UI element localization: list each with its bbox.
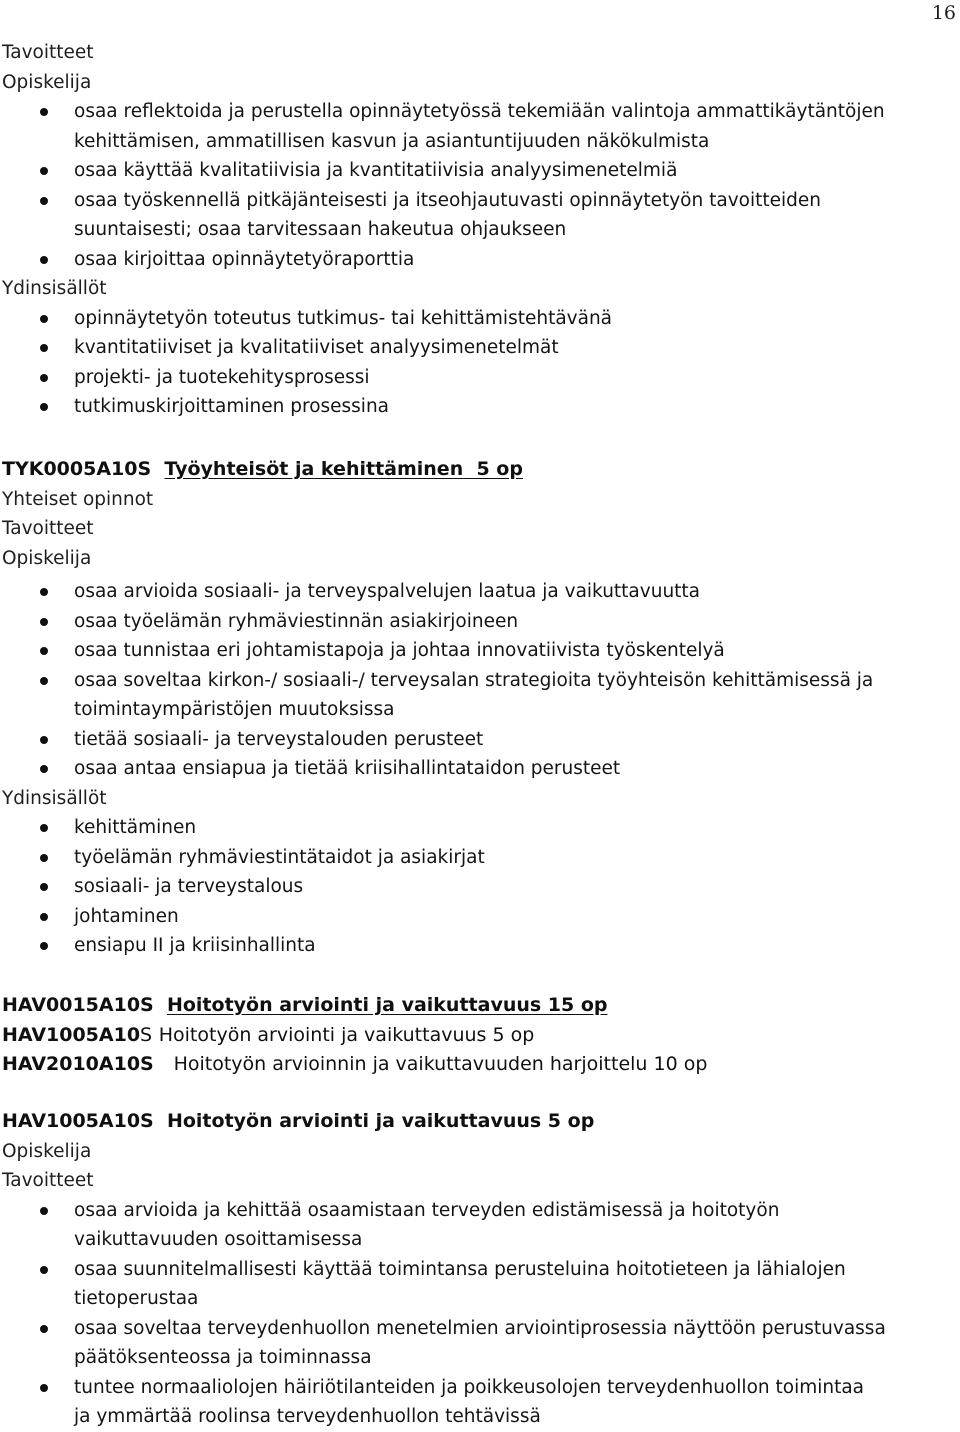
course-code: HAV2010A10S xyxy=(2,1053,154,1075)
course-name: Hoitotyön arviointi ja vaikuttavuus 15 op xyxy=(166,994,608,1016)
bullet-icon xyxy=(40,618,48,626)
list-item: osaa arvioida sosiaali- ja terveyspalvelujen laatua ja vaikuttavuutta xyxy=(2,577,952,607)
goals-list xyxy=(2,97,952,274)
course-name: Hoitotyön arviointi ja vaikuttavuus 5 op xyxy=(166,1110,595,1132)
course-name: Työyhteisöt ja kehittäminen xyxy=(164,458,464,480)
goals-list xyxy=(2,577,952,784)
list-item: osaa työelämän ryhmäviestinnän asiakirjoineen xyxy=(2,607,952,637)
course-code-suffix: S xyxy=(140,1023,153,1046)
list-item: osaa reflektoida ja perustella opinnäytetyössä tekemiään valintoja ammattikäytäntöjen kehittämisen, ammatillisen kasvun ja asiantuntijuuden näkökulmista xyxy=(2,97,952,156)
section-hav-overview xyxy=(2,991,952,1080)
list-item: osaa työskennellä pitkäjänteisesti ja itseohjautuvasti opinnäytetyön tavoitteiden suuntaisesti; osaa tarvitessaan hakeutua ohjaukseen xyxy=(2,186,952,245)
course-code: HAV0015A10S xyxy=(2,994,154,1016)
list-item: osaa arvioida ja kehittää osaamistaan terveyden edistämisessä ja hoitotyön vaikuttavuuden osoittamisessa xyxy=(2,1196,952,1255)
section-tyk0005 xyxy=(2,455,952,961)
course-title xyxy=(2,1107,952,1137)
bullet-icon xyxy=(40,374,48,382)
list-item: sosiaali- ja terveystalous xyxy=(2,872,952,902)
heading-opiskelija: Opiskelija xyxy=(2,1140,92,1162)
list-item: ensiapu II ja kriisinhallinta xyxy=(2,931,952,961)
list-item: osaa soveltaa terveydenhuollon menetelmien arviointiprosessia näyttöön perustuvassa päätöksenteossa ja toiminnassa xyxy=(2,1314,952,1373)
bullet-icon xyxy=(40,588,48,596)
course-code: HAV1005A10 xyxy=(2,1023,141,1046)
section-hav1005 xyxy=(2,1107,952,1432)
bullet-icon xyxy=(40,256,48,264)
list-item: tuntee normaaliolojen häiriötilanteiden ja poikkeusolojen terveydenhuollon toimintaa ja ymmärtää roolinsa terveydenhuollon tehtävissä xyxy=(2,1373,952,1432)
list-item: työelämän ryhmäviestintätaidot ja asiakirjat xyxy=(2,843,952,873)
list-item: osaa antaa ensiapua ja tietää kriisihallintataidon perusteet xyxy=(2,754,952,784)
bullet-icon xyxy=(40,1266,48,1274)
course-title-hav2010 xyxy=(2,1050,952,1080)
list-item: tutkimuskirjoittaminen prosessina xyxy=(2,392,952,422)
heading-ydinsisallot: Ydinsisällöt xyxy=(2,787,107,809)
bullet-icon xyxy=(40,883,48,891)
course-name: Hoitotyön arviointi ja vaikuttavuus 5 op xyxy=(158,1023,535,1046)
bullet-icon xyxy=(40,736,48,744)
list-item: projekti- ja tuotekehitysprosessi xyxy=(2,363,952,393)
contents-list xyxy=(2,813,952,961)
course-title xyxy=(2,455,952,485)
bullet-icon xyxy=(40,765,48,773)
bullet-icon xyxy=(40,913,48,921)
bullet-icon xyxy=(40,824,48,832)
list-item: osaa suunnitelmallisesti käyttää toimintansa perusteluina hoitotieteen ja lähialojen tietoperustaa xyxy=(2,1255,952,1314)
bullet-icon xyxy=(40,854,48,862)
bullet-icon xyxy=(40,942,48,950)
heading-opiskelija: Opiskelija xyxy=(2,71,92,93)
heading-tavoitteet: Tavoitteet xyxy=(2,42,94,63)
list-item: osaa käyttää kvalitatiivisia ja kvantitatiivisia analyysimenetelmiä xyxy=(2,156,952,186)
list-item: tietää sosiaali- ja terveystalouden perusteet xyxy=(2,725,952,755)
list-item: osaa soveltaa kirkon-/ sosiaali-/ terveysalan strategioita työyhteisön kehittämisessä ja toimintaympäristöjen muutoksissa xyxy=(2,666,952,725)
list-item: kvantitatiiviset ja kvalitatiiviset analyysimenetelmät xyxy=(2,333,952,363)
bullet-icon xyxy=(40,403,48,411)
section-thesis xyxy=(2,38,952,422)
contents-list xyxy=(2,304,952,422)
goals-list xyxy=(2,1196,952,1432)
bullet-icon xyxy=(40,677,48,685)
course-code: HAV1005A10S xyxy=(2,1110,154,1132)
heading-opiskelija: Opiskelija xyxy=(2,547,92,569)
bullet-icon xyxy=(40,315,48,323)
course-subtitle: Yhteiset opinnot xyxy=(2,488,154,510)
course-code: TYK0005A10S xyxy=(2,458,152,480)
heading-tavoitteet: Tavoitteet xyxy=(2,518,94,539)
course-name: Hoitotyön arvioinnin ja vaikuttavuuden harjoittelu 10 op xyxy=(173,1053,708,1075)
bullet-icon xyxy=(40,344,48,352)
bullet-icon xyxy=(40,108,48,116)
course-credits: 5 op xyxy=(476,458,523,480)
heading-ydinsisallot: Ydinsisällöt xyxy=(2,278,107,299)
bullet-icon xyxy=(40,1384,48,1392)
bullet-icon xyxy=(40,1325,48,1333)
list-item: kehittäminen xyxy=(2,813,952,843)
list-item: osaa kirjoittaa opinnäytetyöraporttia xyxy=(2,245,952,275)
bullet-icon xyxy=(40,167,48,175)
heading-tavoitteet: Tavoitteet xyxy=(2,1170,94,1191)
course-title-hav0015 xyxy=(2,991,952,1021)
course-title-hav1005 xyxy=(2,1021,952,1051)
bullet-icon xyxy=(40,1207,48,1215)
bullet-icon xyxy=(40,197,48,205)
list-item: osaa tunnistaa eri johtamistapoja ja johtaa innovatiivista työskentelyä xyxy=(2,636,952,666)
bullet-icon xyxy=(40,647,48,655)
list-item: johtaminen xyxy=(2,902,952,932)
page-number: 16 xyxy=(931,2,956,24)
list-item: opinnäytetyön toteutus tutkimus- tai kehittämistehtävänä xyxy=(2,304,952,334)
